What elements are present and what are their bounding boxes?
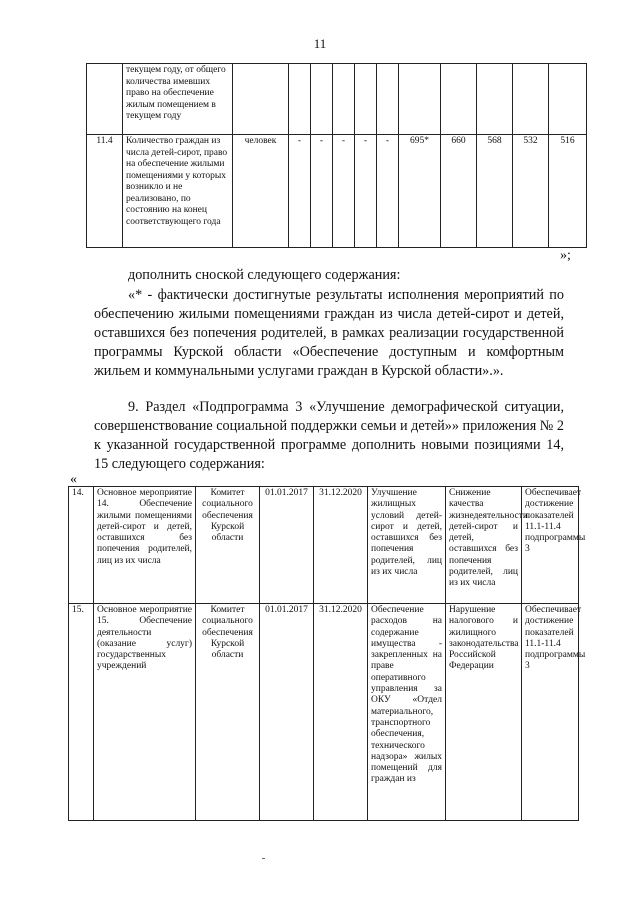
row-number	[87, 64, 123, 135]
end-date: 31.12.2020	[314, 487, 368, 604]
expected-result: Обеспечение расходов на содержание имущества - закрепленных на праве оперативного управления за ОКУ «Отдел материального, транспортного обеспечения, технического надзора» жилых помещений для граждан из	[368, 604, 446, 821]
table-row	[87, 64, 587, 135]
value-cell: 532	[513, 135, 549, 248]
value-cell	[355, 64, 377, 135]
value-cell: -	[333, 135, 355, 248]
value-cell	[477, 64, 513, 135]
indicators-table	[86, 63, 587, 248]
value-cell: 695*	[399, 135, 441, 248]
row-number: 14.	[69, 487, 94, 604]
value-cell: -	[377, 135, 399, 248]
value-cell	[549, 64, 587, 135]
start-date: 01.01.2017	[260, 487, 314, 604]
closing-quote-mark: »;	[560, 248, 571, 263]
start-date: 01.01.2017	[260, 604, 314, 821]
indicator-name: текущем году, от общего количества имевших право на обеспечение жилым помещением в текущем году	[123, 64, 233, 135]
executor: Комитет социального обеспечения Курской области	[196, 604, 260, 821]
value-cell	[311, 64, 333, 135]
scan-artifact	[262, 858, 265, 859]
unit	[233, 64, 289, 135]
table-row	[87, 135, 587, 248]
unit: человек	[233, 135, 289, 248]
value-cell: -	[311, 135, 333, 248]
indicator-link: Обеспечивает достижение показателей 11.1-11.4 подпрограммы 3	[522, 604, 579, 821]
value-cell	[441, 64, 477, 135]
indicator-link: Обеспечивает достижение показателей 11.1-11.4 подпрограммы 3	[522, 487, 579, 604]
value-cell	[513, 64, 549, 135]
opening-quote-mark: «	[70, 472, 77, 487]
value-cell: 568	[477, 135, 513, 248]
value-cell: -	[355, 135, 377, 248]
non-implementation-consequence: Снижение качества жизнедеятельности детей-сирот и детей, оставшихся без попечения родителей, лиц из их числа	[446, 487, 522, 604]
indicator-name: Количество граждан из числа детей-сирот, право на обеспечение жилыми помещениями у которых возникло и не реализовано, по состоянию на конец соответствующего года	[123, 135, 233, 248]
paragraph-footnote-text: «* - фактически достигнутые результаты исполнения мероприятий по обеспечению жилыми помещениями граждан из числа детей-сирот и детей, оставшихся без попечения родителей, в рамках реализации государственной программы Курской области «Обеспечение доступным и комфортным жильем и коммунальными услугами граждан в Курской области».».	[94, 287, 564, 379]
row-number: 11.4	[87, 135, 123, 248]
paragraph-section-9: 9. Раздел «Подпрограмма 3 «Улучшение демографической ситуации, совершенствование социальной поддержки семьи и детей»» приложения № 2 к указанной государственной программе дополнить новыми позициями 14, 15 следующего содержания:	[94, 399, 564, 472]
measure-name: Основное мероприятие 15. Обеспечение деятельности (оказание услуг) государственных учреждений	[94, 604, 196, 821]
value-cell	[333, 64, 355, 135]
value-cell	[399, 64, 441, 135]
row-number: 15.	[69, 604, 94, 821]
paragraph-footnote-intro: дополнить сноской следующего содержания:	[128, 267, 401, 283]
expected-result: Улучшение жилищных условий детей-сирот и детей, оставшихся без попечения родителей, лиц из их числа	[368, 487, 446, 604]
value-cell	[289, 64, 311, 135]
executor: Комитет социального обеспечения Курской области	[196, 487, 260, 604]
value-cell	[377, 64, 399, 135]
table-row	[69, 487, 579, 604]
value-cell: -	[289, 135, 311, 248]
non-implementation-consequence: Нарушение налогового и жилищного законодательства Российской Федерации	[446, 604, 522, 821]
page-number: 11	[313, 36, 327, 51]
end-date: 31.12.2020	[314, 604, 368, 821]
value-cell: 660	[441, 135, 477, 248]
measures-table	[68, 486, 586, 821]
measure-name: Основное мероприятие 14. Обеспечение жилыми помещениями детей-сирот и детей, оставшихся без попечения родителей, лиц из их числа	[94, 487, 196, 604]
table-row	[69, 604, 579, 821]
value-cell: 516	[549, 135, 587, 248]
